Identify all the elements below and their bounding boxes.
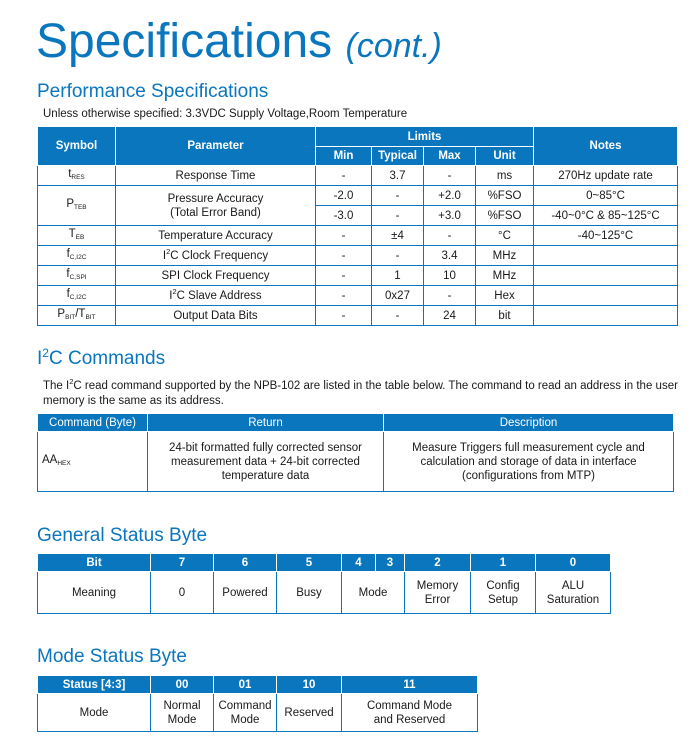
notes-cell: 0~85°C bbox=[534, 186, 678, 206]
performance-table bbox=[37, 126, 678, 326]
typical-cell: - bbox=[372, 306, 424, 326]
max-cell: - bbox=[424, 226, 476, 246]
mode-heading: Mode Status Byte bbox=[37, 646, 187, 667]
notes-cell bbox=[534, 246, 678, 266]
bit-2-value: Memory Error bbox=[405, 572, 471, 614]
symbol-cell: $P_{BIT}/T_{BIT}$ bbox=[38, 306, 116, 326]
header-bit: Bit bbox=[38, 554, 151, 572]
parameter-cell: $I^2C$ Clock Frequency bbox=[116, 246, 316, 266]
page-title bbox=[36, 14, 442, 74]
symbol-cell: $P_{TEB}$ bbox=[38, 186, 116, 226]
header-status-00: 00 bbox=[151, 676, 214, 694]
table-row bbox=[38, 286, 678, 306]
symbol-cell: $f_{C,SPI}$ bbox=[38, 266, 116, 286]
typical-cell: - bbox=[372, 246, 424, 266]
parameter-cell: Response Time bbox=[116, 166, 316, 186]
unit-cell: °C bbox=[476, 226, 534, 246]
general-heading: General Status Byte bbox=[37, 525, 208, 546]
header-status-10: 10 bbox=[277, 676, 342, 694]
header-status-01: 01 bbox=[214, 676, 277, 694]
bit-6-value: Powered bbox=[214, 572, 277, 614]
max-cell: - bbox=[424, 286, 476, 306]
header-typical: Typical bbox=[372, 147, 424, 166]
min-cell: -3.0 bbox=[316, 206, 372, 226]
typical-cell: ±4 bbox=[372, 226, 424, 246]
typical-cell: - bbox=[372, 206, 424, 226]
bit-5-value: Busy bbox=[277, 572, 342, 614]
notes-cell bbox=[534, 306, 678, 326]
bit-7-value: 0 bbox=[151, 572, 214, 614]
table-row bbox=[38, 266, 678, 286]
notes-cell bbox=[534, 266, 678, 286]
table-row bbox=[38, 246, 678, 266]
unit-cell: bit bbox=[476, 306, 534, 326]
typical-cell: - bbox=[372, 186, 424, 206]
table-row bbox=[38, 572, 611, 614]
symbol-cell: $t_{RES}$ bbox=[38, 166, 116, 186]
header-command: Command (Byte) bbox=[38, 414, 148, 432]
performance-heading: Performance Specifications bbox=[37, 81, 269, 102]
min-cell: - bbox=[316, 226, 372, 246]
header-description: Description bbox=[384, 414, 674, 432]
return-cell: 24-bit formatted fully corrected sensor measurement data + 24-bit corrected temperature data bbox=[148, 432, 384, 492]
min-cell: - bbox=[316, 306, 372, 326]
table-row bbox=[38, 226, 678, 246]
notes-cell bbox=[534, 286, 678, 306]
parameter-cell: $I^2C$ Slave Address bbox=[116, 286, 316, 306]
header-bit-1: 1 bbox=[471, 554, 536, 572]
min-cell: - bbox=[316, 166, 372, 186]
max-cell: - bbox=[424, 166, 476, 186]
table-row bbox=[38, 186, 678, 206]
min-cell: - bbox=[316, 286, 372, 306]
min-cell: -2.0 bbox=[316, 186, 372, 206]
i2c-heading: $I^2C$ Commands bbox=[37, 346, 166, 369]
unit-cell: ms bbox=[476, 166, 534, 186]
status-11-value: Command Mode and Reserved bbox=[342, 694, 478, 732]
page-title-main: Specifications bbox=[36, 15, 333, 68]
unit-cell: %FSO bbox=[476, 206, 534, 226]
status-00-value: Normal Mode bbox=[151, 694, 214, 732]
typical-cell: 0x27 bbox=[372, 286, 424, 306]
header-bit-5: 5 bbox=[277, 554, 342, 572]
i2c-paragraph: The $I^2C$ read command supported by the NPB-102 are listed in the table below. The command to read an address in the user memory is the same as its address. bbox=[43, 377, 678, 407]
description-cell: Measure Triggers full measurement cycle and calculation and storage of data in interface (configurations from MTP) bbox=[384, 432, 674, 492]
max-cell: 10 bbox=[424, 266, 476, 286]
max-cell: 24 bbox=[424, 306, 476, 326]
header-max: Max bbox=[424, 147, 476, 166]
mode-label: Mode bbox=[38, 694, 151, 732]
header-bit-7: 7 bbox=[151, 554, 214, 572]
symbol-cell: $f_{C,I2C}$ bbox=[38, 246, 116, 266]
max-cell: 3.4 bbox=[424, 246, 476, 266]
header-limits: Limits bbox=[316, 127, 534, 147]
table-row bbox=[38, 432, 674, 492]
header-bit-4: 4 bbox=[342, 554, 376, 572]
min-cell: - bbox=[316, 246, 372, 266]
bit-4-3-value: Mode bbox=[342, 572, 405, 614]
status-01-value: Command Mode bbox=[214, 694, 277, 732]
header-unit: Unit bbox=[476, 147, 534, 166]
parameter-cell: Pressure Accuracy (Total Error Band) bbox=[116, 186, 316, 226]
typical-cell: 1 bbox=[372, 266, 424, 286]
header-status: Status [4:3] bbox=[38, 676, 151, 694]
command-cell: $AA_{HEX}$ bbox=[38, 432, 148, 492]
header-bit-6: 6 bbox=[214, 554, 277, 572]
i2c-command-table bbox=[37, 413, 674, 492]
symbol-cell: $T_{EB}$ bbox=[38, 226, 116, 246]
symbol-cell: $f_{C,I2C}$ bbox=[38, 286, 116, 306]
unit-cell: Hex bbox=[476, 286, 534, 306]
page-title-cont: (cont.) bbox=[345, 27, 442, 65]
performance-note: Unless otherwise specified: 3.3VDC Supply Voltage,Room Temperature bbox=[43, 108, 408, 120]
status-10-value: Reserved bbox=[277, 694, 342, 732]
notes-cell: 270Hz update rate bbox=[534, 166, 678, 186]
header-symbol: Symbol bbox=[38, 127, 116, 166]
max-cell: +2.0 bbox=[424, 186, 476, 206]
parameter-cell: Output Data Bits bbox=[116, 306, 316, 326]
unit-cell: %FSO bbox=[476, 186, 534, 206]
min-cell: - bbox=[316, 266, 372, 286]
header-bit-0: 0 bbox=[536, 554, 611, 572]
header-bit-2: 2 bbox=[405, 554, 471, 572]
meaning-label: Meaning bbox=[38, 572, 151, 614]
table-row bbox=[38, 166, 678, 186]
parameter-cell: Temperature Accuracy bbox=[116, 226, 316, 246]
parameter-cell: SPI Clock Frequency bbox=[116, 266, 316, 286]
unit-cell: MHz bbox=[476, 246, 534, 266]
unit-cell: MHz bbox=[476, 266, 534, 286]
general-status-table bbox=[37, 553, 611, 614]
bit-1-value: Config Setup bbox=[471, 572, 536, 614]
table-row bbox=[38, 306, 678, 326]
notes-cell: -40~0°C & 85~125°C bbox=[534, 206, 678, 226]
bit-0-value: ALU Saturation bbox=[536, 572, 611, 614]
typical-cell: 3.7 bbox=[372, 166, 424, 186]
notes-cell: -40~125°C bbox=[534, 226, 678, 246]
table-row bbox=[38, 694, 478, 732]
max-cell: +3.0 bbox=[424, 206, 476, 226]
header-bit-3: 3 bbox=[376, 554, 405, 572]
header-return: Return bbox=[148, 414, 384, 432]
header-min: Min bbox=[316, 147, 372, 166]
header-parameter: Parameter bbox=[116, 127, 316, 166]
header-status-11: 11 bbox=[342, 676, 478, 694]
mode-status-table bbox=[37, 675, 478, 732]
header-notes: Notes bbox=[534, 127, 678, 166]
